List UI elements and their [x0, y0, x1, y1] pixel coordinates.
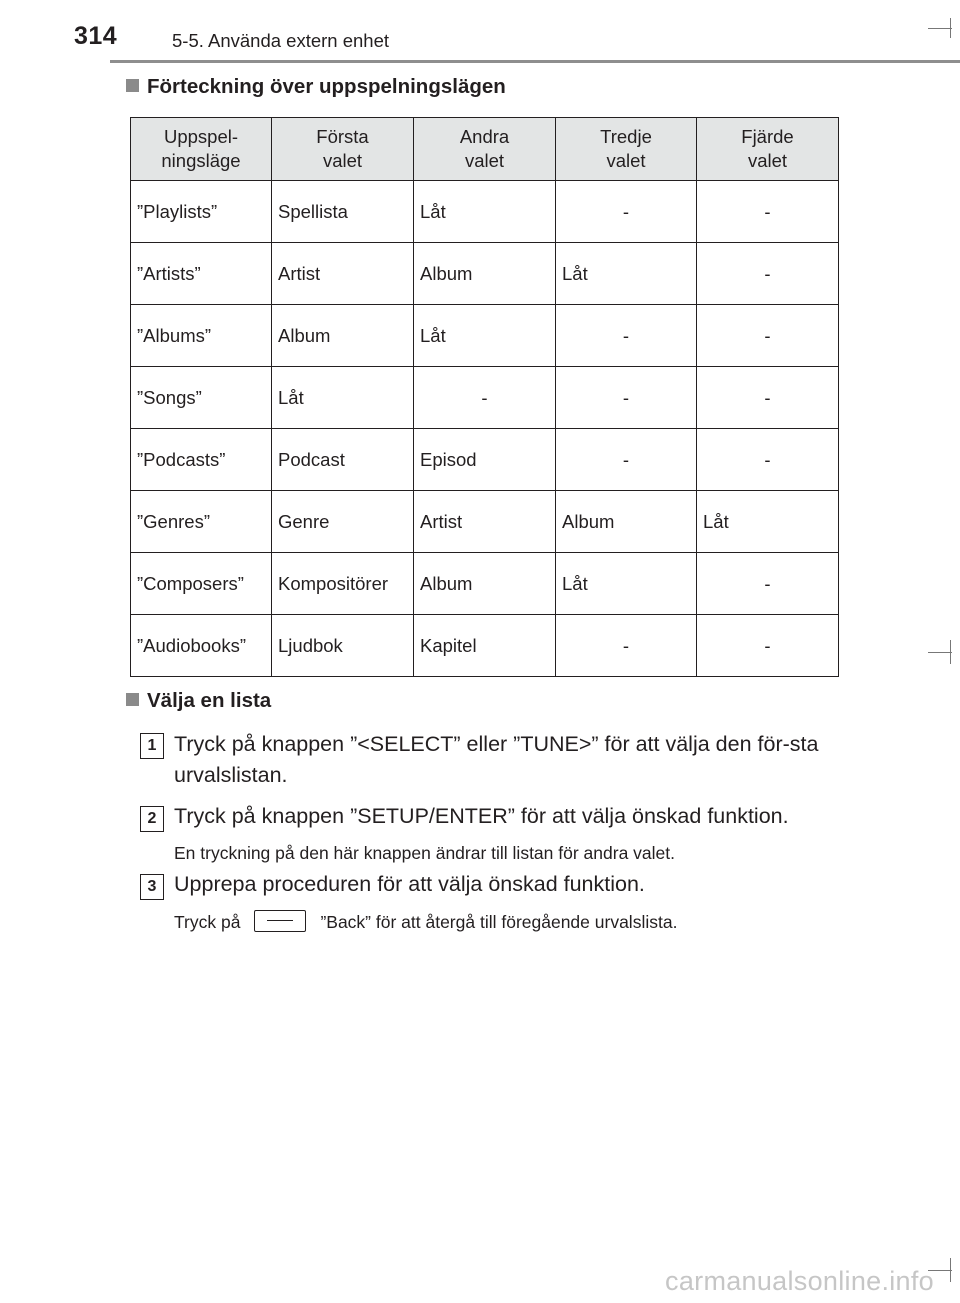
page-number: 314 [74, 22, 118, 50]
table-cell: Låt [414, 305, 556, 367]
table-cell: - [697, 367, 839, 429]
table-cell: Episod [414, 429, 556, 491]
table-cell: Kapitel [414, 615, 556, 677]
table-header-row [131, 118, 839, 181]
table-cell: - [697, 615, 839, 677]
table-cell: Album [272, 305, 414, 367]
table-cell: Podcast [272, 429, 414, 491]
table-cell: Genre [272, 491, 414, 553]
select-list-heading [126, 689, 271, 713]
table-cell: - [697, 429, 839, 491]
table-cell: - [556, 429, 697, 491]
table-row [131, 615, 839, 677]
table-cell: ”Audiobooks” [131, 615, 272, 677]
table-cell: ”Artists” [131, 243, 272, 305]
column-header: Första valet [272, 118, 414, 181]
table-cell: ”Podcasts” [131, 429, 272, 491]
table-cell: Album [556, 491, 697, 553]
table-heading-text: Förteckning över uppspelningslägen [147, 75, 506, 98]
step-text: Tryck på knappen ”<SELECT” eller ”TUNE>” för att välja den för-sta urvalslistan. [174, 732, 819, 787]
column-header: Andra valet [414, 118, 556, 181]
table-cell: Artist [414, 491, 556, 553]
step-note [174, 910, 677, 933]
table-cell: Artist [272, 243, 414, 305]
note-text-after: ”Back” för att återgå till föregående urvalslista. [320, 912, 678, 932]
table-cell: Låt [556, 553, 697, 615]
table-cell: Ljudbok [272, 615, 414, 677]
step-text: Upprepa proceduren för att välja önskad funktion. [174, 872, 645, 896]
step-number: 1 [140, 733, 164, 759]
table-cell: Kompositörer [272, 553, 414, 615]
heading-square-icon [126, 79, 139, 92]
table-row [131, 491, 839, 553]
table-cell: Spellista [272, 181, 414, 243]
table-cell: - [556, 615, 697, 677]
watermark: carmanualsonline.info [665, 1266, 934, 1296]
table-cell: - [556, 367, 697, 429]
table-cell: Album [414, 553, 556, 615]
table-row [131, 367, 839, 429]
table-row [131, 553, 839, 615]
table-row [131, 305, 839, 367]
table-row [131, 243, 839, 305]
table-cell: Låt [697, 491, 839, 553]
select-list-heading-text: Välja en lista [147, 689, 272, 712]
playback-modes-table [130, 117, 839, 677]
table-row [131, 181, 839, 243]
table-cell: - [697, 305, 839, 367]
table-cell: - [556, 305, 697, 367]
table-cell: ”Genres” [131, 491, 272, 553]
table-cell: ”Songs” [131, 367, 272, 429]
back-button-icon [254, 910, 306, 932]
step-number: 3 [140, 874, 164, 900]
table-cell: Låt [272, 367, 414, 429]
table-cell: - [697, 181, 839, 243]
step-note: En tryckning på den här knappen ändrar till listan för andra valet. [174, 843, 675, 863]
table-cell: Låt [556, 243, 697, 305]
table-cell: - [414, 367, 556, 429]
table-heading [126, 75, 506, 99]
table-cell: ”Albums” [131, 305, 272, 367]
table-row [131, 429, 839, 491]
section-title: 5-5. Använda extern enhet [172, 30, 390, 51]
table-cell: - [556, 181, 697, 243]
table-cell: ”Composers” [131, 553, 272, 615]
table-cell: - [697, 243, 839, 305]
table-cell: ”Playlists” [131, 181, 272, 243]
header-rule [110, 60, 960, 63]
heading-square-icon [126, 693, 139, 706]
table-cell: Låt [414, 181, 556, 243]
note-text-before: Tryck på [174, 912, 241, 932]
column-header: Fjärde valet [697, 118, 839, 181]
table-cell: - [697, 553, 839, 615]
column-header: Uppspel- ningsläge [131, 118, 272, 181]
step-text: Tryck på knappen ”SETUP/ENTER” för att välja önskad funktion. [174, 804, 789, 828]
table-cell: Album [414, 243, 556, 305]
step-number: 2 [140, 806, 164, 832]
column-header: Tredje valet [556, 118, 697, 181]
